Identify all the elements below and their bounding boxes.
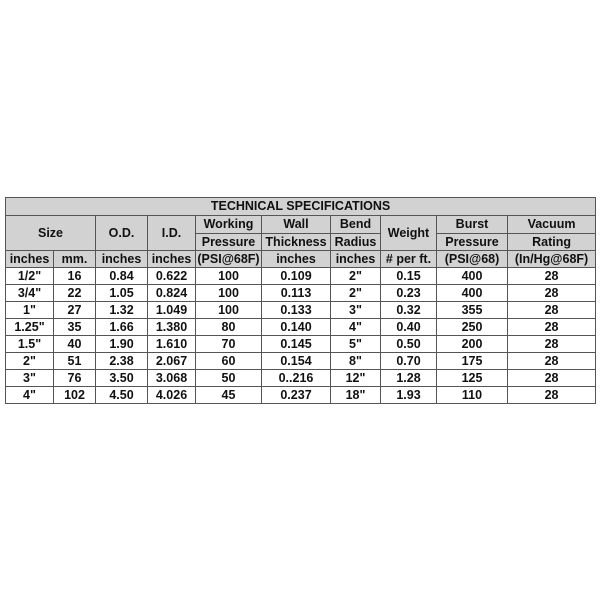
table-cell: 1.380	[148, 319, 196, 336]
header-id: I.D.	[148, 216, 196, 251]
table-cell: 8"	[331, 353, 381, 370]
table-cell: 2.38	[96, 353, 148, 370]
table-row	[6, 336, 596, 353]
table-cell: 2"	[331, 285, 381, 302]
table-cell: 2"	[6, 353, 54, 370]
header-vacuum-line2: Rating	[508, 234, 596, 251]
table-cell: 100	[196, 268, 262, 285]
table-cell: 3.50	[96, 370, 148, 387]
table-cell: 28	[508, 268, 596, 285]
table-cell: 28	[508, 370, 596, 387]
table-cell: 400	[437, 285, 508, 302]
table-cell: 400	[437, 268, 508, 285]
table-cell: 3"	[331, 302, 381, 319]
table-cell: 76	[54, 370, 96, 387]
table-cell: 3.068	[148, 370, 196, 387]
table-cell: 1/2"	[6, 268, 54, 285]
table-cell: 3/4"	[6, 285, 54, 302]
table-cell: 40	[54, 336, 96, 353]
table-cell: 4.50	[96, 387, 148, 404]
table-cell: 0.84	[96, 268, 148, 285]
table-cell: 0.154	[262, 353, 331, 370]
unit-cell: inches	[6, 251, 54, 268]
table-cell: 1.5"	[6, 336, 54, 353]
table-cell: 100	[196, 302, 262, 319]
table-cell: 0.70	[381, 353, 437, 370]
header-burst-line2: Pressure	[437, 234, 508, 251]
unit-cell: (PSI@68)	[437, 251, 508, 268]
table-cell: 70	[196, 336, 262, 353]
table-cell: 16	[54, 268, 96, 285]
unit-cell: (PSI@68F)	[197, 251, 260, 266]
table-cell: 28	[508, 336, 596, 353]
header-bend-line2: Radius	[331, 234, 381, 251]
unit-cell: # per ft.	[381, 251, 437, 268]
table-cell: 0.140	[262, 319, 331, 336]
unit-cell: inches	[148, 251, 196, 268]
table-cell: 250	[437, 319, 508, 336]
table-cell: 0.15	[381, 268, 437, 285]
table-cell: 2"	[331, 268, 381, 285]
table-cell: 1.66	[96, 319, 148, 336]
header-od: O.D.	[96, 216, 148, 251]
table-cell: 28	[508, 353, 596, 370]
unit-cell: inches	[96, 251, 148, 268]
header-working-line1: Working	[196, 216, 262, 234]
header-size: Size	[6, 216, 96, 251]
table-title: TECHNICAL SPECIFICATIONS	[6, 198, 596, 216]
table-cell: 125	[437, 370, 508, 387]
table-cell: 1.05	[96, 285, 148, 302]
table-cell: 1.90	[96, 336, 148, 353]
header-wall-line1: Wall	[262, 216, 331, 234]
unit-cell: inches	[331, 251, 381, 268]
table-cell: 50	[196, 370, 262, 387]
table-cell: 1"	[6, 302, 54, 319]
table-cell: 100	[196, 285, 262, 302]
table-cell: 355	[437, 302, 508, 319]
table-row	[6, 387, 596, 404]
table-cell: 4"	[6, 387, 54, 404]
table-cell: 5"	[331, 336, 381, 353]
table-cell: 200	[437, 336, 508, 353]
header-weight: Weight	[381, 216, 437, 251]
table-row	[6, 319, 596, 336]
table-cell: 0.133	[262, 302, 331, 319]
table-cell: 175	[437, 353, 508, 370]
table-cell: 1.049	[148, 302, 196, 319]
table-cell: 4"	[331, 319, 381, 336]
table-cell: 0.23	[381, 285, 437, 302]
table-cell: 1.25"	[6, 319, 54, 336]
table-cell: 51	[54, 353, 96, 370]
table-cell: 0.32	[381, 302, 437, 319]
table-cell: 1.93	[381, 387, 437, 404]
header-burst-line1: Burst	[437, 216, 508, 234]
header-bend-line1: Bend	[331, 216, 381, 234]
table-body	[6, 268, 596, 404]
table-cell: 0..216	[262, 370, 331, 387]
table-cell: 28	[508, 387, 596, 404]
header-working-line2: Pressure	[196, 234, 262, 251]
table-cell: 1.32	[96, 302, 148, 319]
units-row	[6, 251, 596, 268]
unit-cell: (In/Hg@68F)	[508, 251, 596, 268]
table-cell: 110	[437, 387, 508, 404]
table-cell: 0.622	[148, 268, 196, 285]
table-cell: 0.40	[381, 319, 437, 336]
table-cell: 27	[54, 302, 96, 319]
table-row	[6, 268, 596, 285]
table-cell: 28	[508, 302, 596, 319]
table-cell: 28	[508, 319, 596, 336]
table-cell: 0.113	[262, 285, 331, 302]
table-cell: 0.237	[262, 387, 331, 404]
table-row	[6, 353, 596, 370]
unit-cell: inches	[262, 251, 331, 268]
header-wall-line2: Thickness	[262, 234, 331, 251]
table-cell: 3"	[6, 370, 54, 387]
table-cell: 22	[54, 285, 96, 302]
table-cell: 60	[196, 353, 262, 370]
table-cell: 0.824	[148, 285, 196, 302]
table-cell: 1.610	[148, 336, 196, 353]
table-row	[6, 302, 596, 319]
table-cell: 18"	[331, 387, 381, 404]
table-cell: 102	[54, 387, 96, 404]
table-cell: 28	[508, 285, 596, 302]
table-cell: 0.50	[381, 336, 437, 353]
table-cell: 0.145	[262, 336, 331, 353]
table-cell: 80	[196, 319, 262, 336]
table-cell: 45	[196, 387, 262, 404]
table-cell: 12"	[331, 370, 381, 387]
table-cell: 0.109	[262, 268, 331, 285]
unit-cell: mm.	[54, 251, 96, 268]
table-row	[6, 370, 596, 387]
table-cell: 4.026	[148, 387, 196, 404]
table-row	[6, 285, 596, 302]
table-cell: 2.067	[148, 353, 196, 370]
table-cell: 35	[54, 319, 96, 336]
technical-specifications-table	[5, 197, 596, 404]
header-vacuum-line1: Vacuum	[508, 216, 596, 234]
table-cell: 1.28	[381, 370, 437, 387]
